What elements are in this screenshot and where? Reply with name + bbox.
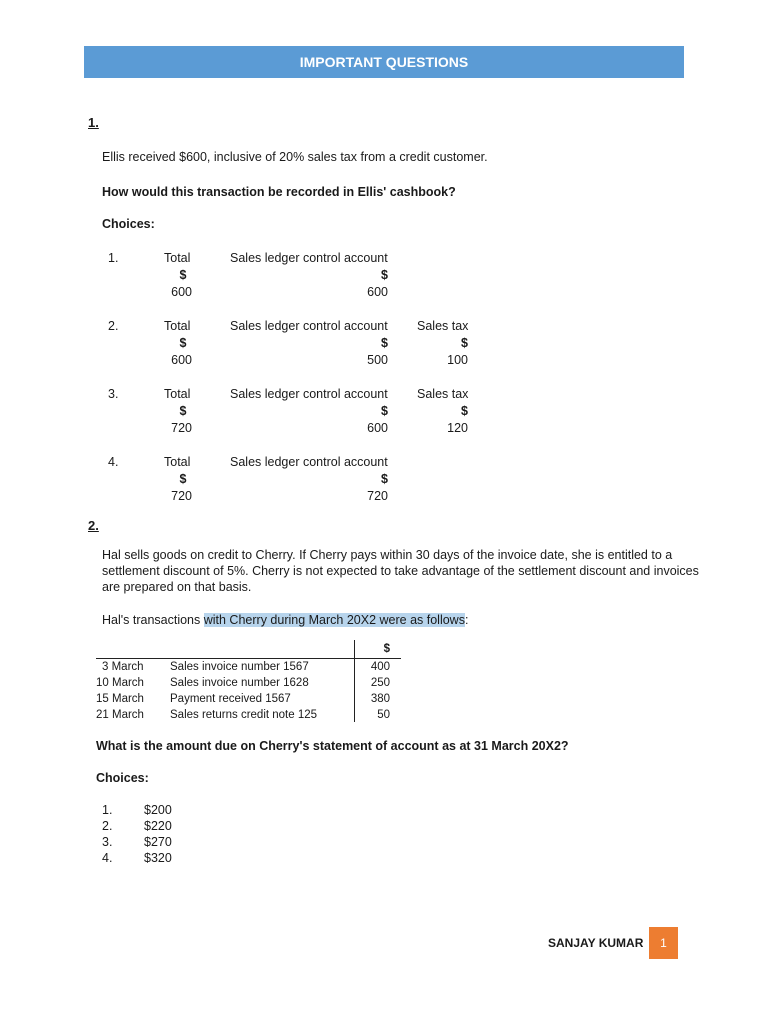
q1-choice-total-currency: $	[179, 404, 187, 418]
question-2-intro-end: :	[464, 613, 469, 627]
q1-choice-total-header: Total	[164, 251, 191, 265]
q1-choice-total-currency: $	[179, 268, 187, 282]
question-1-number: 1.	[88, 115, 99, 130]
q1-choice-slca-currency: $	[381, 268, 388, 282]
table-cell-amount: 400	[370, 661, 390, 673]
q2-choice-value: $220	[144, 819, 172, 833]
table-cell-date: 3 March	[102, 661, 144, 673]
q1-choice-number: 3.	[108, 387, 119, 401]
q1-choice-total-currency: $	[179, 472, 187, 486]
question-2-intro-highlight: with Cherry during March 20X2 were as follows	[203, 613, 465, 627]
table-cell-description: Payment received 1567	[170, 693, 291, 705]
question-2-stem-line-2: settlement discount of 5%. Cherry is not expected to take advantage of the settlement discount and invoices	[102, 564, 699, 578]
q1-choice-slca-currency: $	[381, 336, 388, 350]
q1-choice-number: 4.	[108, 455, 119, 469]
q1-choice-slca-header: Sales ledger control account	[230, 319, 388, 333]
q1-choice-sales-tax-header: Sales tax	[417, 319, 469, 333]
question-2-number: 2.	[88, 518, 99, 533]
table-cell-description: Sales invoice number 1567	[170, 661, 309, 673]
q1-choice-slca-value: 600	[367, 421, 388, 435]
table-cell-amount: 380	[370, 693, 390, 705]
q1-choice-total-value: 600	[171, 285, 192, 299]
q1-choice-slca-header: Sales ledger control account	[230, 251, 388, 265]
transactions-table	[96, 640, 401, 724]
q2-choice-value: $200	[144, 803, 172, 817]
q1-choice-slca-value: 500	[367, 353, 388, 367]
question-2-stem-line-3: are prepared on that basis.	[102, 580, 252, 594]
q2-choice-number: 1.	[102, 803, 113, 817]
table-cell-amount: 50	[377, 709, 390, 721]
q1-choice-total-header: Total	[164, 387, 191, 401]
q1-choice-sales-tax-currency: $	[461, 336, 468, 350]
q1-choice-slca-value: 600	[367, 285, 388, 299]
table-row	[96, 708, 401, 724]
footer-author: SANJAY KUMAR	[548, 936, 644, 950]
q1-choice-slca-header: Sales ledger control account	[230, 387, 388, 401]
q1-choice-total-header: Total	[164, 319, 191, 333]
q1-choice-total-value: 720	[171, 421, 192, 435]
q1-choice-slca-currency: $	[381, 472, 388, 486]
table-cell-description: Sales returns credit note 125	[170, 709, 318, 721]
question-2-intro-plain: Hal's transactions	[102, 613, 204, 627]
question-2-stem-line-1: Hal sells goods on credit to Cherry. If Cherry pays within 30 days of the invoice date, she is entitled to a	[102, 548, 673, 562]
table-cell-date: 21 March	[96, 709, 144, 721]
question-1-question: How would this transaction be recorded in Ellis' cashbook?	[102, 185, 456, 199]
table-row	[96, 692, 401, 708]
q1-choice-total-header: Total	[164, 455, 191, 469]
q2-choice-number: 2.	[102, 819, 113, 833]
q2-choice-value: $320	[144, 851, 172, 865]
q1-choice-sales-tax-value: 100	[447, 353, 468, 367]
q2-choice-value: $270	[144, 835, 172, 849]
question-2-choices-label: Choices:	[96, 771, 149, 785]
table-cell-description: Sales invoice number 1628	[170, 677, 309, 689]
table-row	[96, 660, 401, 676]
question-1-stem: Ellis received $600, inclusive of 20% sales tax from a credit customer.	[102, 150, 488, 164]
q2-choice-number: 4.	[102, 851, 113, 865]
q1-choice-number: 1.	[108, 251, 119, 265]
q1-choice-slca-currency: $	[381, 404, 388, 418]
table-cell-amount: 250	[370, 677, 390, 689]
page-number-badge: 1	[649, 927, 678, 959]
q1-choice-total-currency: $	[179, 336, 187, 350]
q1-choice-total-value: 720	[171, 489, 192, 503]
question-1-choices-label: Choices:	[102, 217, 155, 231]
question-2-intro	[102, 612, 468, 628]
table-cell-date: 15 March	[96, 693, 144, 705]
q1-choice-slca-header: Sales ledger control account	[230, 455, 388, 469]
q2-choice-number: 3.	[102, 835, 113, 849]
q1-choice-number: 2.	[108, 319, 119, 333]
table-divider	[96, 658, 401, 659]
table-row	[96, 676, 401, 692]
q1-choice-slca-value: 720	[367, 489, 388, 503]
q1-choice-sales-tax-currency: $	[461, 404, 468, 418]
q1-choice-total-value: 600	[171, 353, 192, 367]
table-cell-date: 10 March	[96, 677, 144, 689]
transactions-currency-header: $	[383, 643, 390, 655]
question-2-question: What is the amount due on Cherry's statement of account as at 31 March 20X2?	[96, 739, 569, 753]
q1-choice-sales-tax-value: 120	[447, 421, 468, 435]
q1-choice-sales-tax-header: Sales tax	[417, 387, 469, 401]
page-title-banner: IMPORTANT QUESTIONS	[84, 46, 684, 78]
